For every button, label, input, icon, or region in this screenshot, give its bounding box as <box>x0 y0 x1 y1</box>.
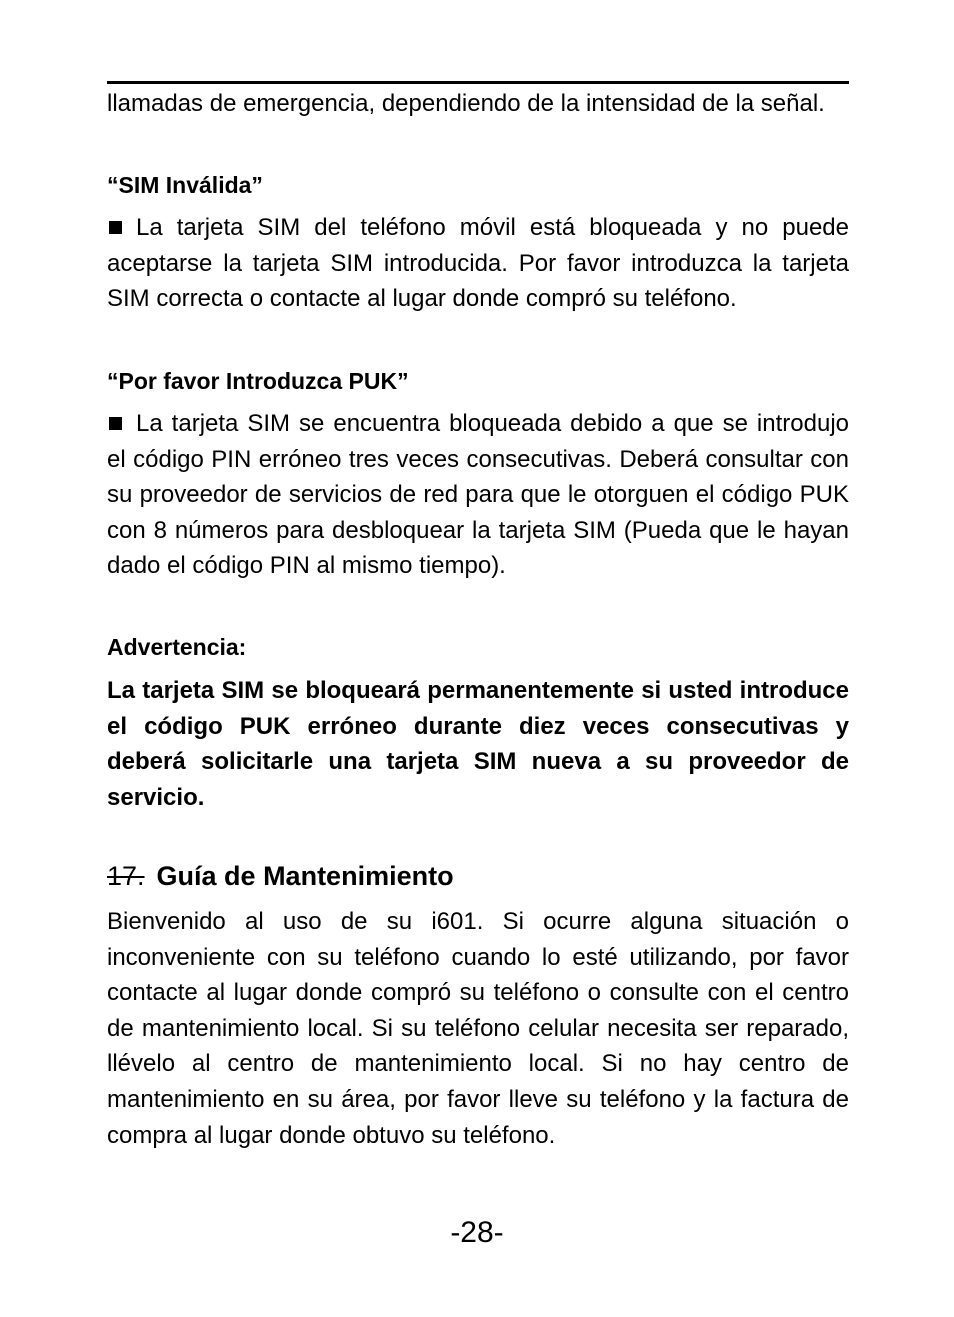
warning-heading: Advertencia: <box>107 634 247 660</box>
sim-invalid-paragraph <box>107 210 849 317</box>
section-paragraph: Bienvenido al uso de su i601. Si ocurre alguna situación o inconveniente con su teléfono cuando lo esté utilizando, por favor contacte al lugar donde compró su teléfono o consulte con el centro de mantenimiento local. Si su teléfono celular necesita ser reparado, llévelo al centro de mantenimiento local. Si no hay centro de mantenimiento en su área, por favor lleve su teléfono y la factura de compra al lugar donde obtuvo su teléfono. <box>107 908 849 1149</box>
section-title <box>107 858 454 894</box>
sim-invalid-text: La tarjeta SIM del teléfono móvil está bloqueada y no puede aceptarse la tarjeta SIM introducida. Por favor introduzca la tarjeta SIM correcta o contacte al lugar donde compró su teléfono. <box>107 214 849 313</box>
square-bullet-icon <box>109 417 122 430</box>
sim-invalid-heading: “SIM Inválida” <box>107 172 263 198</box>
puk-text: La tarjeta SIM se encuentra bloqueada debido a que se introdujo el código PIN erróneo tres veces consecutivas. Deberá consultar con su proveedor de servicios de red para que le otorguen el código PUK con 8 números para desbloquear la tarjeta SIM (Pueda que le hayan dado el código PIN al mismo tiempo). <box>107 410 849 580</box>
continuation-paragraph: llamadas de emergencia, dependiendo de la intensidad de la señal. <box>107 90 825 117</box>
section-title-text: Guía de Mantenimiento <box>156 861 454 891</box>
section-number: 17. <box>107 861 145 891</box>
warning-paragraph: La tarjeta SIM se bloqueará permanentemente si usted introduce el código PUK erróneo durante diez veces consecutivas y deberá solicitarle una tarjeta SIM nueva a su proveedor de servicio. <box>107 677 849 811</box>
header-rule <box>107 81 849 84</box>
puk-paragraph <box>107 406 849 584</box>
puk-heading: “Por favor Introduzca PUK” <box>107 368 409 394</box>
page-number: -28- <box>450 1216 504 1249</box>
square-bullet-icon <box>109 221 122 234</box>
